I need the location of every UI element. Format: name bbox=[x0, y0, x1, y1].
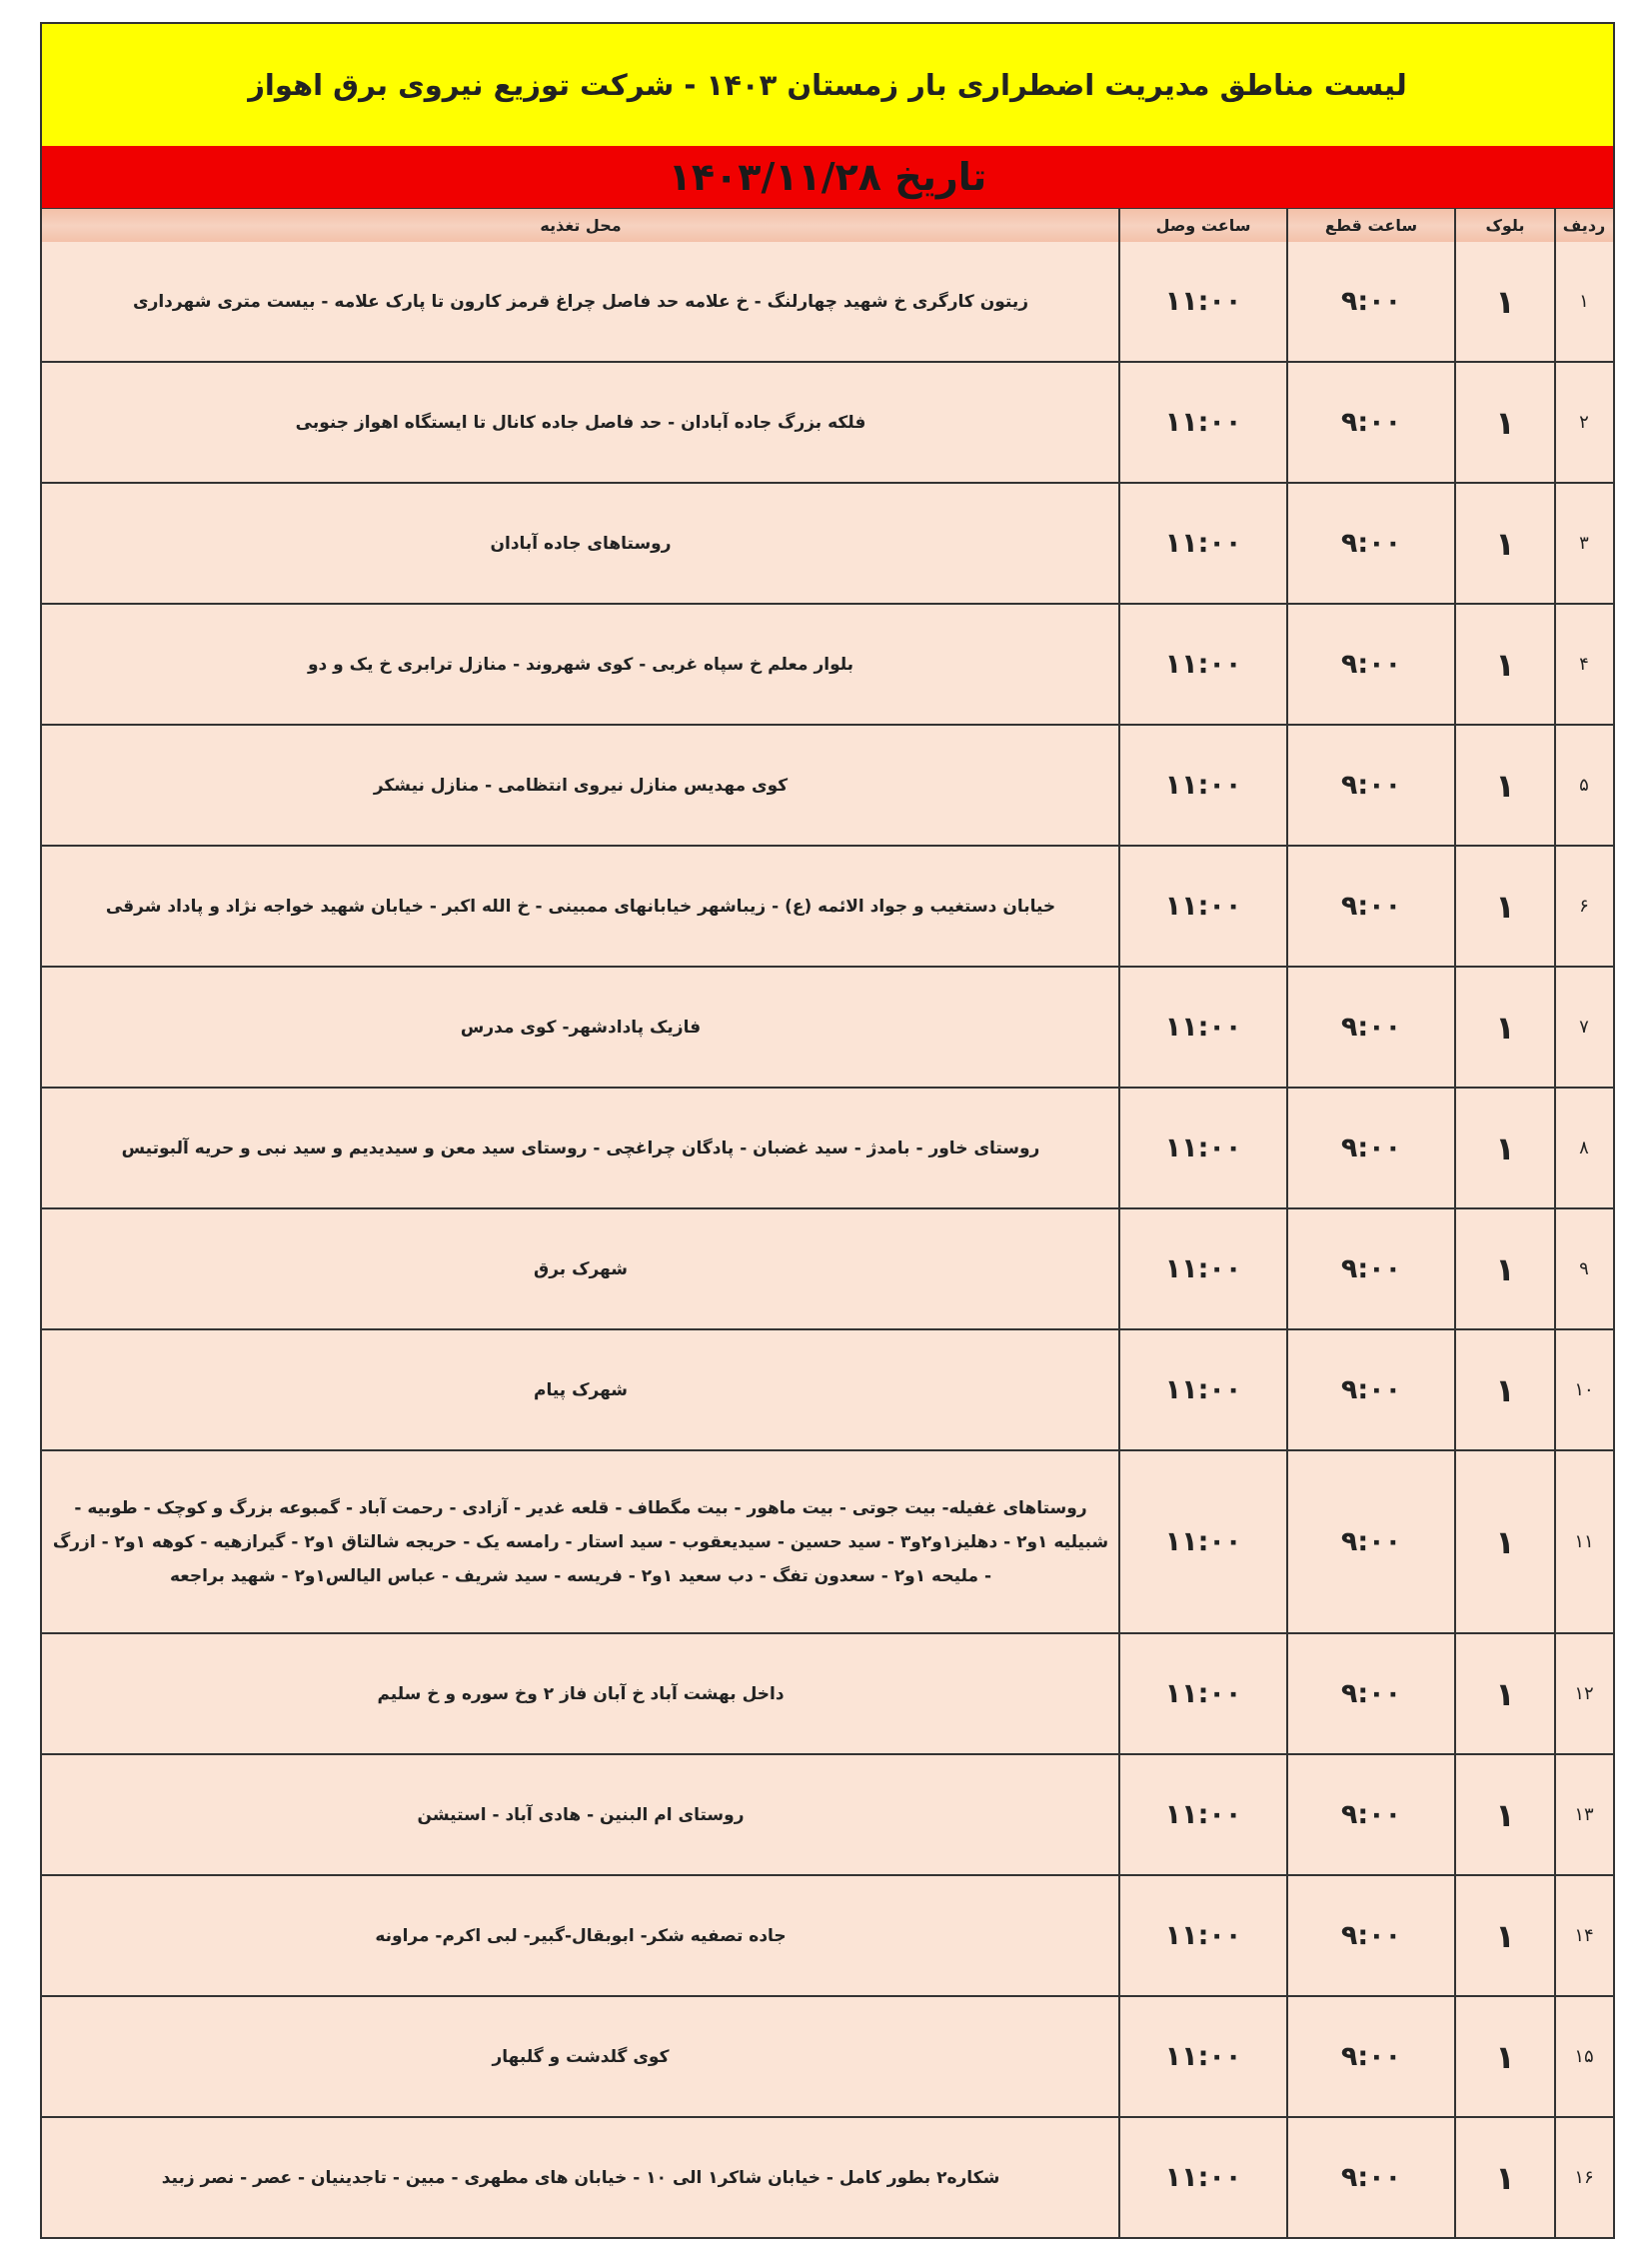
area-cell: داخل بهشت آباد خ آبان فاز ۲ وخ سوره و خ سلیم bbox=[377, 1683, 785, 1704]
block-cell: ۱ bbox=[1495, 1522, 1515, 1561]
row-number-cell: ۱۴ bbox=[1574, 1925, 1594, 1946]
block-cell: ۱ bbox=[1495, 1916, 1515, 1955]
block-cell: ۱ bbox=[1495, 766, 1515, 805]
title-banner bbox=[42, 24, 1613, 147]
cut-time-cell: ۹:۰۰ bbox=[1340, 891, 1402, 922]
cut-time-cell: ۹:۰۰ bbox=[1340, 1253, 1402, 1284]
cut-time-cell: ۹:۰۰ bbox=[1340, 1526, 1402, 1557]
table-row bbox=[42, 1451, 1613, 1634]
header-connect-time: ساعت وصل bbox=[1155, 216, 1251, 235]
connect-time-cell: ۱۱:۰۰ bbox=[1164, 649, 1242, 680]
cut-time-cell: ۹:۰۰ bbox=[1340, 407, 1402, 438]
table-row bbox=[42, 1634, 1613, 1755]
row-number-cell: ۷ bbox=[1579, 1017, 1589, 1038]
header-block: بلوک bbox=[1485, 216, 1525, 235]
block-cell: ۱ bbox=[1495, 887, 1515, 926]
area-cell: زیتون کارگری خ شهید چهارلنگ - خ علامه حد فاصل چراغ قرمز کارون تا پارک علامه - بیست متری شهرداری bbox=[132, 291, 1029, 312]
header-cut-time: ساعت قطع bbox=[1324, 216, 1418, 235]
table-row bbox=[42, 1876, 1613, 1997]
area-cell: خیابان دستغیب و جواد الائمه (ع) - زیباشهر خیابانهای ممبینی - خ الله اکبر - خیابان شهید خواجه نژاد و پاداد شرقی bbox=[105, 896, 1056, 917]
row-number-cell: ۵ bbox=[1579, 775, 1589, 796]
row-number-cell: ۱۳ bbox=[1574, 1804, 1594, 1825]
table-row bbox=[42, 484, 1613, 605]
table-row bbox=[42, 242, 1613, 363]
connect-time-cell: ۱۱:۰۰ bbox=[1164, 286, 1242, 317]
area-cell: شهرک برق bbox=[534, 1258, 628, 1279]
table-row bbox=[42, 1330, 1613, 1451]
area-cell: روستای خاور - بامدژ - سید غضبان - پادگان چراغچی - روستای سید معن و سیدیدیم و سید نبی و حریه آلبوتیس bbox=[121, 1137, 1040, 1158]
area-cell: فازیک پادادشهر- کوی مدرس bbox=[460, 1017, 702, 1038]
block-cell: ۱ bbox=[1495, 1008, 1515, 1047]
area-cell: روستاهای غفیله- بیت جوتی - بیت ماهور - بیت مگطاف - قلعه غدیر - آزادی - رحمت آباد - گمبوعه بزرگ و کوچک - طوبیه - شبیلیه ۱و۲ - دهلیز۱و۲و۳ - سید حسین - سیدیعقوب - سید استار - رامسه یک - حریجه شالتاق ۱و۲ - گیرازهیه - کوهه ۱و۲ - ازرگ - ملیحه ۱و۲ - سعدون تفگ - دب سعید ۱و۲ - فریسه - سید شریف - عباس الیالس۱و۲ - شهید براجعه bbox=[52, 1497, 1109, 1586]
table-row bbox=[42, 1997, 1613, 2118]
connect-time-cell: ۱۱:۰۰ bbox=[1164, 2041, 1242, 2072]
table-row bbox=[42, 2118, 1613, 2239]
cut-time-cell: ۹:۰۰ bbox=[1340, 1132, 1402, 1163]
column-divider bbox=[1286, 208, 1288, 2237]
block-cell: ۱ bbox=[1495, 1674, 1515, 1713]
cut-time-cell: ۹:۰۰ bbox=[1340, 2162, 1402, 2193]
row-number-cell: ۲ bbox=[1579, 412, 1589, 433]
cut-time-cell: ۹:۰۰ bbox=[1340, 770, 1402, 801]
table-row bbox=[42, 1089, 1613, 1209]
schedule-sheet bbox=[40, 22, 1615, 2239]
connect-time-cell: ۱۱:۰۰ bbox=[1164, 1132, 1242, 1163]
row-number-cell: ۱۵ bbox=[1574, 2046, 1594, 2067]
block-cell: ۱ bbox=[1495, 282, 1515, 321]
area-cell: روستاهای جاده آبادان bbox=[490, 533, 672, 554]
block-cell: ۱ bbox=[1495, 524, 1515, 563]
table-header bbox=[42, 208, 1613, 245]
connect-time-cell: ۱۱:۰۰ bbox=[1164, 528, 1242, 559]
date-label: تاریخ ۱۴۰۳/۱۱/۲۸ bbox=[668, 155, 987, 199]
connect-time-cell: ۱۱:۰۰ bbox=[1164, 1678, 1242, 1709]
row-number-cell: ۳ bbox=[1579, 533, 1589, 554]
table-row bbox=[42, 847, 1613, 968]
table-row bbox=[42, 605, 1613, 726]
block-cell: ۱ bbox=[1495, 1795, 1515, 1834]
area-cell: شکاره۲ بطور کامل - خیابان شاکر۱ الی ۱۰ - خیابان های مطهری - مبین - تاجدینیان - عصر - نصر زبید bbox=[161, 2167, 1000, 2188]
block-cell: ۱ bbox=[1495, 2158, 1515, 2197]
header-row-number: ردیف bbox=[1562, 216, 1606, 235]
table-row bbox=[42, 363, 1613, 484]
connect-time-cell: ۱۱:۰۰ bbox=[1164, 1920, 1242, 1951]
block-cell: ۱ bbox=[1495, 1129, 1515, 1167]
block-cell: ۱ bbox=[1495, 645, 1515, 684]
cut-time-cell: ۹:۰۰ bbox=[1340, 1374, 1402, 1405]
area-cell: بلوار معلم خ سپاه غربی - کوی شهروند - منازل ترابری خ یک و دو bbox=[307, 654, 854, 675]
table-row bbox=[42, 1755, 1613, 1876]
connect-time-cell: ۱۱:۰۰ bbox=[1164, 1253, 1242, 1284]
row-number-cell: ۱۲ bbox=[1574, 1683, 1594, 1704]
page-title: لیست مناطق مدیریت اضطراری بار زمستان ۱۴۰۳ - شرکت توزیع نیروی برق اهواز bbox=[248, 68, 1407, 102]
header-area: محل تغذیه bbox=[540, 216, 622, 235]
area-cell: شهرک پیام bbox=[534, 1379, 629, 1400]
connect-time-cell: ۱۱:۰۰ bbox=[1164, 1799, 1242, 1830]
block-cell: ۱ bbox=[1495, 2037, 1515, 2076]
row-number-cell: ۱۰ bbox=[1574, 1379, 1594, 1400]
area-cell: فلکه بزرگ جاده آبادان - حد فاصل جاده کانال تا ایستگاه اهواز جنوبی bbox=[295, 412, 866, 433]
cut-time-cell: ۹:۰۰ bbox=[1340, 528, 1402, 559]
cut-time-cell: ۹:۰۰ bbox=[1340, 286, 1402, 317]
row-number-cell: ۹ bbox=[1579, 1258, 1589, 1279]
table-row bbox=[42, 1209, 1613, 1330]
column-divider bbox=[1118, 208, 1120, 2237]
table-row bbox=[42, 968, 1613, 1089]
table-row bbox=[42, 726, 1613, 847]
connect-time-cell: ۱۱:۰۰ bbox=[1164, 407, 1242, 438]
block-cell: ۱ bbox=[1495, 1249, 1515, 1288]
block-cell: ۱ bbox=[1495, 403, 1515, 442]
block-cell: ۱ bbox=[1495, 1370, 1515, 1409]
row-number-cell: ۱ bbox=[1579, 291, 1589, 312]
area-cell: کوی مهدیس منازل نیروی انتظامی - منازل نیشکر bbox=[373, 775, 789, 796]
area-cell: جاده تصفیه شکر- ابوبقال-گبیر- لبی اکرم- مراونه bbox=[375, 1925, 787, 1946]
row-number-cell: ۴ bbox=[1579, 654, 1589, 675]
row-number-cell: ۶ bbox=[1579, 896, 1589, 917]
row-number-cell: ۱۱ bbox=[1574, 1531, 1594, 1552]
connect-time-cell: ۱۱:۰۰ bbox=[1164, 1374, 1242, 1405]
date-banner bbox=[42, 146, 1613, 208]
area-cell: روستای ام البنین - هادی آباد - استیشن bbox=[417, 1804, 745, 1825]
row-number-cell: ۱۶ bbox=[1574, 2167, 1594, 2188]
cut-time-cell: ۹:۰۰ bbox=[1340, 1012, 1402, 1043]
column-divider bbox=[1554, 208, 1556, 2237]
cut-time-cell: ۹:۰۰ bbox=[1340, 1920, 1402, 1951]
row-number-cell: ۸ bbox=[1579, 1137, 1589, 1158]
cut-time-cell: ۹:۰۰ bbox=[1340, 649, 1402, 680]
connect-time-cell: ۱۱:۰۰ bbox=[1164, 2162, 1242, 2193]
cut-time-cell: ۹:۰۰ bbox=[1340, 2041, 1402, 2072]
column-divider bbox=[1454, 208, 1456, 2237]
connect-time-cell: ۱۱:۰۰ bbox=[1164, 770, 1242, 801]
area-cell: کوی گلدشت و گلبهار bbox=[492, 2046, 670, 2067]
connect-time-cell: ۱۱:۰۰ bbox=[1164, 1526, 1242, 1557]
table-body bbox=[42, 242, 1613, 2237]
cut-time-cell: ۹:۰۰ bbox=[1340, 1678, 1402, 1709]
cut-time-cell: ۹:۰۰ bbox=[1340, 1799, 1402, 1830]
connect-time-cell: ۱۱:۰۰ bbox=[1164, 1012, 1242, 1043]
connect-time-cell: ۱۱:۰۰ bbox=[1164, 891, 1242, 922]
